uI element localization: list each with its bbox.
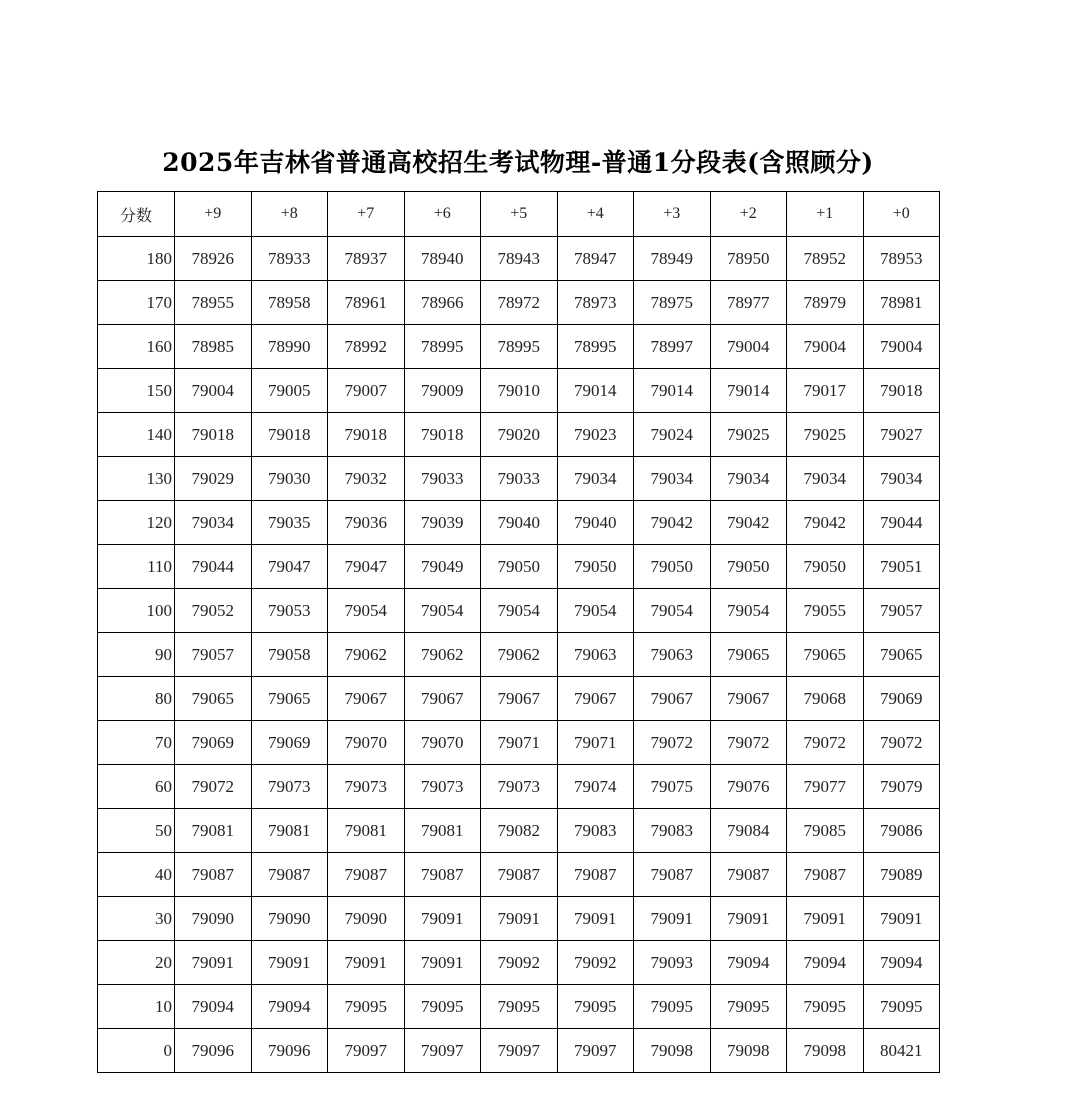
- cumulative-count-cell: 79067: [328, 677, 405, 721]
- table-row: [98, 897, 940, 941]
- cumulative-count-cell: 79047: [251, 545, 328, 589]
- table-row: [98, 633, 940, 677]
- cumulative-count-cell: 79039: [404, 501, 481, 545]
- cumulative-count-cell: 79091: [557, 897, 634, 941]
- cumulative-count-cell: 79042: [634, 501, 711, 545]
- cumulative-count-cell: 79062: [481, 633, 558, 677]
- cumulative-count-cell: 79098: [634, 1029, 711, 1073]
- cumulative-count-cell: 79091: [175, 941, 252, 985]
- cumulative-count-cell: 78949: [634, 237, 711, 281]
- cumulative-count-cell: 79090: [328, 897, 405, 941]
- table-row: [98, 1029, 940, 1073]
- cumulative-count-cell: 78937: [328, 237, 405, 281]
- cumulative-count-cell: 79097: [404, 1029, 481, 1073]
- cumulative-count-cell: 79087: [481, 853, 558, 897]
- cumulative-count-cell: 79071: [481, 721, 558, 765]
- cumulative-count-cell: 79073: [404, 765, 481, 809]
- cumulative-count-cell: 79049: [404, 545, 481, 589]
- cumulative-count-cell: 79087: [710, 853, 787, 897]
- cumulative-count-cell: 79072: [175, 765, 252, 809]
- column-header-offset: +9: [175, 192, 252, 237]
- cumulative-count-cell: 79004: [175, 369, 252, 413]
- cumulative-count-cell: 79083: [634, 809, 711, 853]
- cumulative-count-cell: 78953: [863, 237, 940, 281]
- cumulative-count-cell: 79050: [710, 545, 787, 589]
- cumulative-count-cell: 79004: [863, 325, 940, 369]
- column-header-offset: +8: [251, 192, 328, 237]
- cumulative-count-cell: 78981: [863, 281, 940, 325]
- cumulative-count-cell: 79065: [175, 677, 252, 721]
- cumulative-count-cell: 79087: [175, 853, 252, 897]
- cumulative-count-cell: 78950: [710, 237, 787, 281]
- cumulative-count-cell: 79069: [863, 677, 940, 721]
- cumulative-count-cell: 79067: [710, 677, 787, 721]
- cumulative-count-cell: 79034: [634, 457, 711, 501]
- cumulative-count-cell: 79070: [328, 721, 405, 765]
- column-header-offset: +1: [787, 192, 864, 237]
- cumulative-count-cell: 79097: [481, 1029, 558, 1073]
- cumulative-count-cell: 79040: [481, 501, 558, 545]
- cumulative-count-cell: 79083: [557, 809, 634, 853]
- cumulative-count-cell: 79090: [251, 897, 328, 941]
- column-header-offset: +6: [404, 192, 481, 237]
- cumulative-count-cell: 79095: [328, 985, 405, 1029]
- cumulative-count-cell: 78985: [175, 325, 252, 369]
- score-cell: 110: [98, 545, 175, 589]
- cumulative-count-cell: 79097: [328, 1029, 405, 1073]
- score-cell: 100: [98, 589, 175, 633]
- cumulative-count-cell: 79074: [557, 765, 634, 809]
- cumulative-count-cell: 79050: [481, 545, 558, 589]
- cumulative-count-cell: 79091: [251, 941, 328, 985]
- cumulative-count-cell: 79072: [710, 721, 787, 765]
- cumulative-count-cell: 79034: [863, 457, 940, 501]
- cumulative-count-cell: 79095: [863, 985, 940, 1029]
- cumulative-count-cell: 79024: [634, 413, 711, 457]
- cumulative-count-cell: 78961: [328, 281, 405, 325]
- cumulative-count-cell: 79018: [175, 413, 252, 457]
- cumulative-count-cell: 78995: [404, 325, 481, 369]
- column-header-offset: +5: [481, 192, 558, 237]
- cumulative-count-cell: 79091: [710, 897, 787, 941]
- cumulative-count-cell: 78975: [634, 281, 711, 325]
- cumulative-count-cell: 79095: [557, 985, 634, 1029]
- table-row: [98, 369, 940, 413]
- cumulative-count-cell: 79014: [710, 369, 787, 413]
- cumulative-count-cell: 79071: [557, 721, 634, 765]
- table-header-row: [98, 192, 940, 237]
- cumulative-count-cell: 79044: [863, 501, 940, 545]
- cumulative-count-cell: 79095: [404, 985, 481, 1029]
- cumulative-count-cell: 79091: [863, 897, 940, 941]
- cumulative-count-cell: 79073: [328, 765, 405, 809]
- cumulative-count-cell: 79004: [710, 325, 787, 369]
- cumulative-count-cell: 79082: [481, 809, 558, 853]
- cumulative-count-cell: 79018: [404, 413, 481, 457]
- cumulative-count-cell: 79091: [634, 897, 711, 941]
- table-row: [98, 457, 940, 501]
- cumulative-count-cell: 79095: [481, 985, 558, 1029]
- table-row: [98, 985, 940, 1029]
- score-cell: 130: [98, 457, 175, 501]
- cumulative-count-cell: 79098: [710, 1029, 787, 1073]
- cumulative-count-cell: 79042: [710, 501, 787, 545]
- cumulative-count-cell: 79075: [634, 765, 711, 809]
- cumulative-count-cell: 79087: [787, 853, 864, 897]
- table-row: [98, 809, 940, 853]
- cumulative-count-cell: 79018: [863, 369, 940, 413]
- score-cell: 80: [98, 677, 175, 721]
- cumulative-count-cell: 79036: [328, 501, 405, 545]
- cumulative-count-cell: 78977: [710, 281, 787, 325]
- cumulative-count-cell: 79069: [251, 721, 328, 765]
- cumulative-count-cell: 79092: [481, 941, 558, 985]
- table-row: [98, 765, 940, 809]
- page-title: 2025年吉林省普通高校招生考试物理-普通1分段表(含照顾分): [162, 148, 874, 177]
- cumulative-count-cell: 79084: [710, 809, 787, 853]
- cumulative-count-cell: 79072: [787, 721, 864, 765]
- cumulative-count-cell: 79054: [557, 589, 634, 633]
- score-cell: 140: [98, 413, 175, 457]
- cumulative-count-cell: 79094: [787, 941, 864, 985]
- cumulative-count-cell: 79023: [557, 413, 634, 457]
- score-cell: 170: [98, 281, 175, 325]
- cumulative-count-cell: 78926: [175, 237, 252, 281]
- cumulative-count-cell: 79032: [328, 457, 405, 501]
- cumulative-count-cell: 79065: [710, 633, 787, 677]
- table-row: [98, 941, 940, 985]
- cumulative-count-cell: 78995: [557, 325, 634, 369]
- cumulative-count-cell: 79054: [404, 589, 481, 633]
- cumulative-count-cell: 79089: [863, 853, 940, 897]
- cumulative-count-cell: 79057: [175, 633, 252, 677]
- cumulative-count-cell: 79055: [787, 589, 864, 633]
- column-header-offset: +7: [328, 192, 405, 237]
- cumulative-count-cell: 78943: [481, 237, 558, 281]
- cumulative-count-cell: 79054: [328, 589, 405, 633]
- score-cell: 120: [98, 501, 175, 545]
- cumulative-count-cell: 79014: [557, 369, 634, 413]
- cumulative-count-cell: 79007: [328, 369, 405, 413]
- cumulative-count-cell: 79020: [481, 413, 558, 457]
- cumulative-count-cell: 79035: [251, 501, 328, 545]
- cumulative-count-cell: 79096: [251, 1029, 328, 1073]
- cumulative-count-cell: 79091: [404, 941, 481, 985]
- cumulative-count-cell: 79065: [787, 633, 864, 677]
- cumulative-count-cell: 79053: [251, 589, 328, 633]
- cumulative-count-cell: 79095: [710, 985, 787, 1029]
- cumulative-count-cell: 79081: [328, 809, 405, 853]
- cumulative-count-cell: 79091: [328, 941, 405, 985]
- cumulative-count-cell: 78933: [251, 237, 328, 281]
- cumulative-count-cell: 79067: [404, 677, 481, 721]
- column-header-offset: +4: [557, 192, 634, 237]
- cumulative-count-cell: 79098: [787, 1029, 864, 1073]
- cumulative-count-cell: 79005: [251, 369, 328, 413]
- cumulative-count-cell: 79033: [481, 457, 558, 501]
- cumulative-count-cell: 79068: [787, 677, 864, 721]
- table-row: [98, 721, 940, 765]
- cumulative-count-cell: 79090: [175, 897, 252, 941]
- cumulative-count-cell: 79091: [787, 897, 864, 941]
- score-cell: 40: [98, 853, 175, 897]
- cumulative-count-cell: 79062: [328, 633, 405, 677]
- table-row: [98, 413, 940, 457]
- cumulative-count-cell: 78952: [787, 237, 864, 281]
- cumulative-count-cell: 79081: [404, 809, 481, 853]
- cumulative-count-cell: 79070: [404, 721, 481, 765]
- cumulative-count-cell: 79096: [175, 1029, 252, 1073]
- cumulative-count-cell: 79057: [863, 589, 940, 633]
- cumulative-count-cell: 79081: [175, 809, 252, 853]
- cumulative-count-cell: 78992: [328, 325, 405, 369]
- cumulative-count-cell: 79044: [175, 545, 252, 589]
- cumulative-count-cell: 78973: [557, 281, 634, 325]
- cumulative-count-cell: 78990: [251, 325, 328, 369]
- cumulative-count-cell: 79009: [404, 369, 481, 413]
- cumulative-count-cell: 79093: [634, 941, 711, 985]
- cumulative-count-cell: 79094: [251, 985, 328, 1029]
- cumulative-count-cell: 79069: [175, 721, 252, 765]
- cumulative-count-cell: 79065: [251, 677, 328, 721]
- score-cell: 20: [98, 941, 175, 985]
- cumulative-count-cell: 79094: [710, 941, 787, 985]
- cumulative-count-cell: 79025: [710, 413, 787, 457]
- table-row: [98, 545, 940, 589]
- cumulative-count-cell: 79086: [863, 809, 940, 853]
- score-cell: 30: [98, 897, 175, 941]
- score-cell: 10: [98, 985, 175, 1029]
- cumulative-count-cell: 79087: [634, 853, 711, 897]
- table-row: [98, 281, 940, 325]
- score-cell: 70: [98, 721, 175, 765]
- cumulative-count-cell: 79050: [634, 545, 711, 589]
- table-row: [98, 237, 940, 281]
- table-row: [98, 325, 940, 369]
- cumulative-count-cell: 79091: [481, 897, 558, 941]
- cumulative-count-cell: 79018: [328, 413, 405, 457]
- score-cell: 50: [98, 809, 175, 853]
- column-header-offset: +2: [710, 192, 787, 237]
- cumulative-count-cell: 78947: [557, 237, 634, 281]
- cumulative-count-cell: 79094: [863, 941, 940, 985]
- cumulative-count-cell: 79067: [481, 677, 558, 721]
- cumulative-count-cell: 79004: [787, 325, 864, 369]
- cumulative-count-cell: 78972: [481, 281, 558, 325]
- score-cell: 180: [98, 237, 175, 281]
- cumulative-count-cell: 79072: [634, 721, 711, 765]
- score-cell: 90: [98, 633, 175, 677]
- cumulative-count-cell: 79097: [557, 1029, 634, 1073]
- cumulative-count-cell: 79076: [710, 765, 787, 809]
- column-header-offset: +0: [863, 192, 940, 237]
- column-header-offset: +3: [634, 192, 711, 237]
- cumulative-count-cell: 78979: [787, 281, 864, 325]
- cumulative-count-cell: 79087: [251, 853, 328, 897]
- cumulative-count-cell: 79034: [710, 457, 787, 501]
- cumulative-count-cell: 79063: [634, 633, 711, 677]
- score-distribution-table: [97, 191, 940, 1073]
- cumulative-count-cell: 79067: [634, 677, 711, 721]
- cumulative-count-cell: 79062: [404, 633, 481, 677]
- score-cell: 0: [98, 1029, 175, 1073]
- cumulative-count-cell: 79030: [251, 457, 328, 501]
- table-body: [98, 237, 940, 1073]
- cumulative-count-cell: 79067: [557, 677, 634, 721]
- cumulative-count-cell: 79047: [328, 545, 405, 589]
- cumulative-count-cell: 79095: [634, 985, 711, 1029]
- cumulative-count-cell: 79092: [557, 941, 634, 985]
- cumulative-count-cell: 79052: [175, 589, 252, 633]
- score-cell: 60: [98, 765, 175, 809]
- cumulative-count-cell: 79091: [404, 897, 481, 941]
- cumulative-count-cell: 79095: [787, 985, 864, 1029]
- cumulative-count-cell: 79050: [557, 545, 634, 589]
- cumulative-count-cell: 79014: [634, 369, 711, 413]
- cumulative-count-cell: 79087: [557, 853, 634, 897]
- cumulative-count-cell: 79054: [710, 589, 787, 633]
- cumulative-count-cell: 80421: [863, 1029, 940, 1073]
- cumulative-count-cell: 79077: [787, 765, 864, 809]
- cumulative-count-cell: 79027: [863, 413, 940, 457]
- cumulative-count-cell: 79034: [787, 457, 864, 501]
- column-header-score: 分数: [98, 192, 175, 237]
- score-cell: 150: [98, 369, 175, 413]
- cumulative-count-cell: 79034: [175, 501, 252, 545]
- score-cell: 160: [98, 325, 175, 369]
- cumulative-count-cell: 79085: [787, 809, 864, 853]
- cumulative-count-cell: 79079: [863, 765, 940, 809]
- cumulative-count-cell: 79025: [787, 413, 864, 457]
- cumulative-count-cell: 79033: [404, 457, 481, 501]
- cumulative-count-cell: 79094: [175, 985, 252, 1029]
- cumulative-count-cell: 79010: [481, 369, 558, 413]
- cumulative-count-cell: 79058: [251, 633, 328, 677]
- cumulative-count-cell: 79065: [863, 633, 940, 677]
- cumulative-count-cell: 79034: [557, 457, 634, 501]
- cumulative-count-cell: 79087: [404, 853, 481, 897]
- cumulative-count-cell: 79018: [251, 413, 328, 457]
- table-row: [98, 853, 940, 897]
- cumulative-count-cell: 79029: [175, 457, 252, 501]
- cumulative-count-cell: 79040: [557, 501, 634, 545]
- cumulative-count-cell: 79054: [481, 589, 558, 633]
- cumulative-count-cell: 78958: [251, 281, 328, 325]
- cumulative-count-cell: 78995: [481, 325, 558, 369]
- table-row: [98, 677, 940, 721]
- cumulative-count-cell: 79072: [863, 721, 940, 765]
- cumulative-count-cell: 79073: [251, 765, 328, 809]
- cumulative-count-cell: 79081: [251, 809, 328, 853]
- cumulative-count-cell: 79050: [787, 545, 864, 589]
- table-row: [98, 501, 940, 545]
- cumulative-count-cell: 79051: [863, 545, 940, 589]
- cumulative-count-cell: 79017: [787, 369, 864, 413]
- cumulative-count-cell: 78955: [175, 281, 252, 325]
- table-row: [98, 589, 940, 633]
- cumulative-count-cell: 78940: [404, 237, 481, 281]
- cumulative-count-cell: 78966: [404, 281, 481, 325]
- cumulative-count-cell: 79042: [787, 501, 864, 545]
- cumulative-count-cell: 79087: [328, 853, 405, 897]
- cumulative-count-cell: 79073: [481, 765, 558, 809]
- cumulative-count-cell: 79063: [557, 633, 634, 677]
- cumulative-count-cell: 79054: [634, 589, 711, 633]
- cumulative-count-cell: 78997: [634, 325, 711, 369]
